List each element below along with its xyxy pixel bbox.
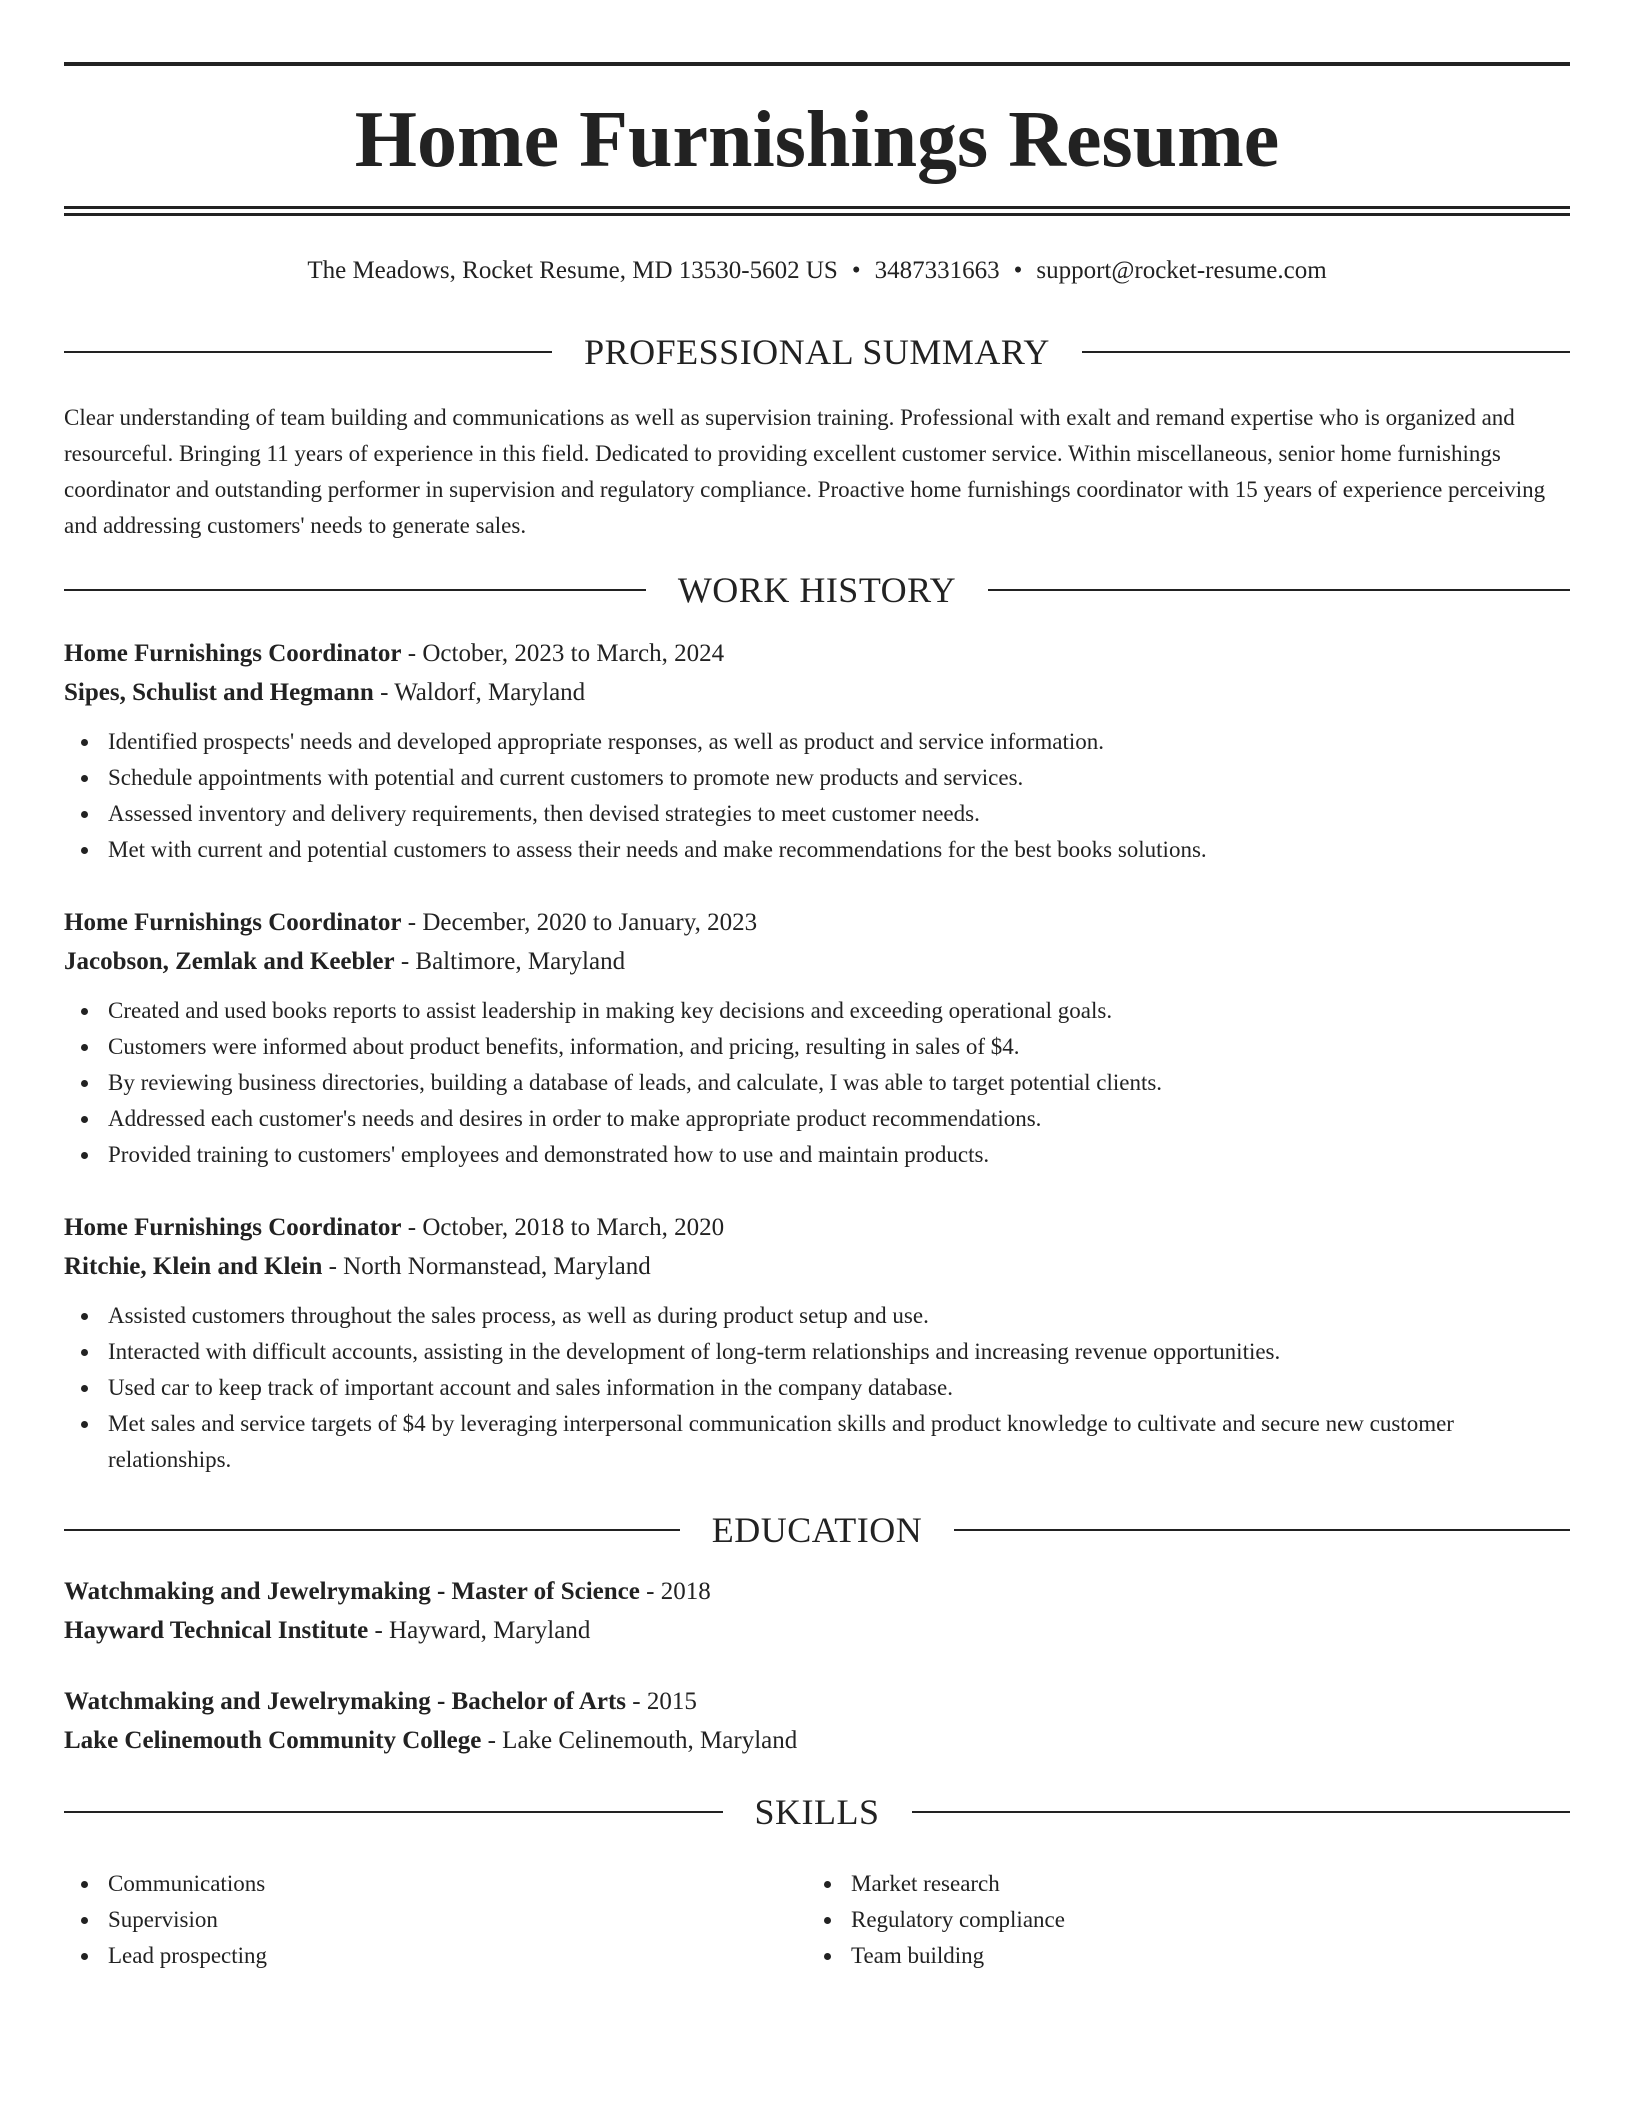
list-item: Addressed each customer's needs and desires in order to make appropriate product recommendations. [64, 1101, 1570, 1137]
section-title: SKILLS [754, 1792, 880, 1832]
section-rule [64, 1811, 723, 1813]
job-company: Sipes, Schulist and Hegmann [64, 679, 374, 706]
list-item: Assessed inventory and delivery requirements, then devised strategies to meet customer needs. [64, 796, 1570, 832]
education-school: Hayward Technical Institute [64, 1617, 369, 1644]
section-header-education [64, 1508, 1570, 1552]
skill-item: Lead prospecting [64, 1938, 807, 1974]
education-entry [64, 1572, 1570, 1650]
list-item: Met with current and potential customers to assess their needs and make recommendations for the best books solutions. [64, 832, 1570, 868]
contact-email: support@rocket-resume.com [1036, 257, 1327, 284]
job-title-line [64, 634, 1570, 673]
contact-separator: • [851, 257, 861, 284]
education-year: - 2018 [639, 1578, 711, 1605]
education-school-line [64, 1721, 1570, 1760]
job-company: Ritchie, Klein and Klein [64, 1253, 323, 1280]
summary-text: Clear understanding of team building and communications as well as supervision training. Professional with exalt and remand expertise who is organized and resourceful. Bringing 11 years of experience in this field. Dedicated to providing excellent customer service. Within miscellaneous, senior home furnishings coordinator and outstanding performer in supervision and regulatory compliance. Proactive home furnishings coordinator with 15 years of experience perceiving and addressing customers' needs to generate sales. [64, 405, 1546, 538]
list-item: By reviewing business directories, building a database of leads, and calculate, I was able to target potential clients. [64, 1065, 1570, 1101]
section-title: EDUCATION [711, 1510, 923, 1550]
skills-column-left [64, 1866, 807, 1974]
education-school: Lake Celinemouth Community College [64, 1727, 482, 1754]
section-rule [988, 589, 1570, 591]
contact-phone: 3487331663 [874, 257, 1000, 284]
job-title: Home Furnishings Coordinator [64, 909, 402, 936]
list-item: Used car to keep track of important account and sales information in the company database. [64, 1370, 1570, 1406]
section-rule [954, 1529, 1570, 1531]
job-company-line [64, 1247, 1570, 1286]
top-rule [64, 62, 1570, 66]
job-dates: - October, 2018 to March, 2020 [401, 1214, 725, 1241]
skills-list [64, 1866, 1570, 1974]
list-item: Met sales and service targets of $4 by leveraging interpersonal communication skills and product knowledge to cultivate and secure new customer relationships. [64, 1406, 1570, 1478]
job-location: - North Normanstead, Maryland [322, 1253, 651, 1280]
section-title: PROFESSIONAL SUMMARY [584, 332, 1050, 372]
job-title-line [64, 1208, 1570, 1247]
section-title: WORK HISTORY [677, 570, 957, 610]
contact-separator: • [1013, 257, 1023, 284]
education-location: - Hayward, Maryland [368, 1617, 591, 1644]
skill-item: Team building [807, 1938, 1550, 1974]
job-company: Jacobson, Zemlak and Keebler [64, 948, 395, 975]
list-item: Identified prospects' needs and developed appropriate responses, as well as product and service information. [64, 724, 1570, 760]
job-bullets [64, 724, 1570, 868]
list-item: Created and used books reports to assist leadership in making key decisions and exceeding operational goals. [64, 993, 1570, 1029]
education-degree: Watchmaking and Jewelrymaking - Bachelor of Arts [64, 1688, 627, 1715]
skill-item: Supervision [64, 1902, 807, 1938]
title-rule-lower [64, 213, 1570, 216]
skills-column-right [807, 1866, 1550, 1974]
job-title: Home Furnishings Coordinator [64, 1214, 402, 1241]
education-degree: Watchmaking and Jewelrymaking - Master of Science [64, 1578, 640, 1605]
job-dates: - December, 2020 to January, 2023 [401, 909, 758, 936]
job-bullets [64, 1298, 1570, 1478]
section-rule [64, 589, 646, 591]
list-item: Provided training to customers' employees and demonstrated how to use and maintain products. [64, 1137, 1570, 1173]
education-degree-line [64, 1572, 1570, 1611]
job-title: Home Furnishings Coordinator [64, 640, 402, 667]
section-rule [64, 1529, 680, 1531]
education-school-line [64, 1611, 1570, 1650]
list-item: Assisted customers throughout the sales process, as well as during product setup and use. [64, 1298, 1570, 1334]
section-header-work [64, 568, 1570, 612]
section-header-skills [64, 1790, 1570, 1834]
section-rule [912, 1811, 1571, 1813]
skill-item: Regulatory compliance [807, 1902, 1550, 1938]
section-rule [64, 351, 552, 353]
education-degree-line [64, 1682, 1570, 1721]
contact-address: The Meadows, Rocket Resume, MD 13530-5602 US [307, 257, 838, 284]
job-title-line [64, 903, 1570, 942]
list-item: Customers were informed about product benefits, information, and pricing, resulting in sales of $4. [64, 1029, 1570, 1065]
job-entry [64, 903, 1570, 1173]
job-location: - Waldorf, Maryland [373, 679, 586, 706]
title-rule-upper [64, 206, 1570, 209]
contact-line [64, 254, 1570, 288]
section-header-summary [64, 330, 1570, 374]
skill-item: Market research [807, 1866, 1550, 1902]
education-location: - Lake Celinemouth, Maryland [481, 1727, 798, 1754]
job-location: - Baltimore, Maryland [394, 948, 626, 975]
education-entry [64, 1682, 1570, 1760]
skill-item: Communications [64, 1866, 807, 1902]
resume-title: Home Furnishings Resume [354, 96, 1280, 184]
education-year: - 2015 [626, 1688, 697, 1715]
job-company-line [64, 942, 1570, 981]
list-item: Schedule appointments with potential and current customers to promote new products and services. [64, 760, 1570, 796]
job-entry [64, 1208, 1570, 1478]
job-bullets [64, 993, 1570, 1173]
section-rule [1082, 351, 1570, 353]
job-entry [64, 634, 1570, 868]
job-company-line [64, 673, 1570, 712]
list-item: Interacted with difficult accounts, assisting in the development of long-term relationships and increasing revenue opportunities. [64, 1334, 1570, 1370]
job-dates: - October, 2023 to March, 2024 [401, 640, 725, 667]
